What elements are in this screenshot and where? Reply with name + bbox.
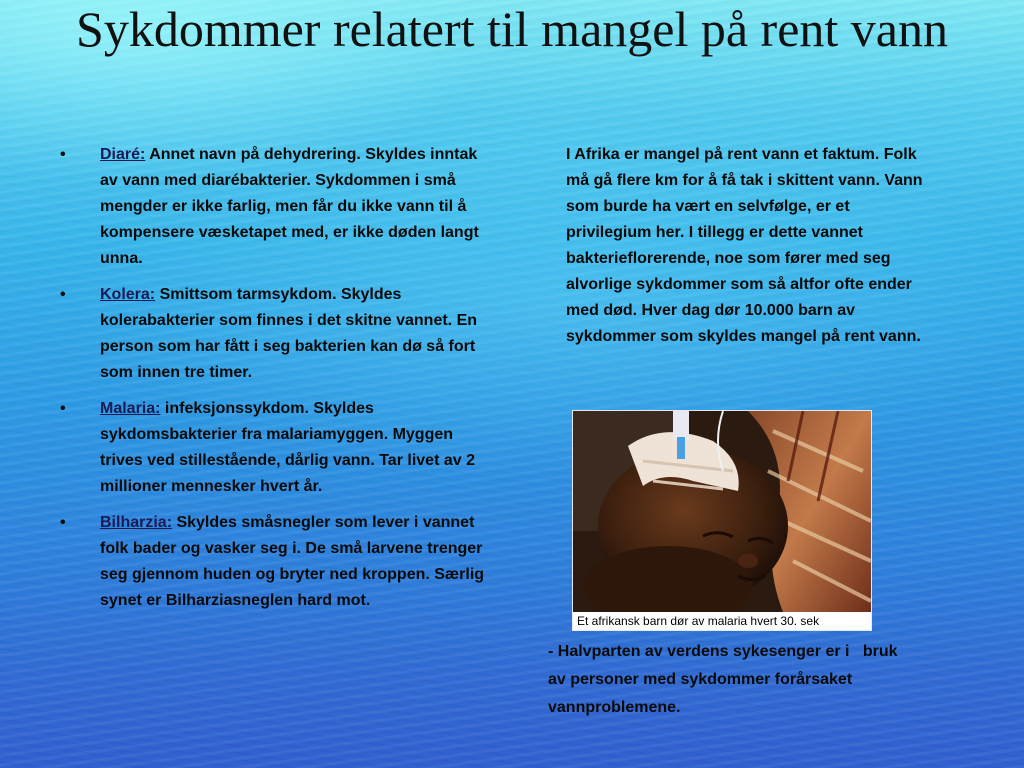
child-photo: [572, 410, 872, 631]
list-item-bilharzia: [58, 510, 498, 614]
bullet-dot: •: [60, 400, 66, 417]
child-photo-illustration: [573, 411, 871, 612]
disease-description: infeksjonssykdom. Skyldes sykdomsbakterier fra malariamyggen. Myggen trives ved stillestående, dårlig vann. Tar livet av 2 millioner mennesker hvert år.: [100, 400, 475, 495]
disease-term: Bilharzia:: [100, 514, 173, 531]
disease-term: Kolera:: [100, 286, 156, 303]
list-item-malaria: [58, 396, 498, 500]
hospital-note: - Halvparten av verdens sykesenger er i bruk av personer med sykdommer forårsaket vannproblemene.: [548, 643, 898, 716]
photo-caption: Et afrikansk barn dør av malaria hvert 30. sek: [573, 612, 871, 630]
disease-term: Diaré:: [100, 146, 146, 163]
disease-description: Smittsom tarmsykdom. Skyldes kolerabakterier som finnes i det skitne vannet. En person som har fått i seg bakterien kan dø så fort som innen tre timer.: [100, 286, 478, 381]
intro-paragraph: I Afrika er mangel på rent vann et faktum. Folk må gå flere km for å få tak i skittent vann. Vann som burde ha vært en selvfølge, er et privilegium her. I tillegg er dette vannet bakterieflorerende, noe som fører med seg alvorlige sykdommer som så altfor ofte ender med død. Hver dag dør 10.000 barn av sykdommer som skyldes mangel på rent vann.: [566, 146, 923, 345]
disease-description: Annet navn på dehydrering. Skyldes inntak av vann med diarébakterier. Sykdommen i små mengder er ikke farlig, men får du ikke vann til å kompensere væsketapet med, er ikke døden langt unna.: [100, 146, 479, 267]
slide-title: Sykdommer relatert til mangel på rent vann: [76, 1, 948, 57]
list-item-diare: [58, 142, 498, 272]
bullet-dot: •: [60, 146, 66, 163]
disease-list: [58, 142, 498, 624]
disease-term: Malaria:: [100, 400, 161, 417]
disease-description: Skyldes småsnegler som lever i vannet folk bader og vasker seg i. De små larvene trenger seg gjennom huden og bryter ned kroppen. Særlig synet er Bilharziasneglen hard mot.: [100, 514, 485, 609]
bullet-dot: •: [60, 286, 66, 303]
list-item-kolera: [58, 282, 498, 386]
bullet-dot: •: [60, 514, 66, 531]
